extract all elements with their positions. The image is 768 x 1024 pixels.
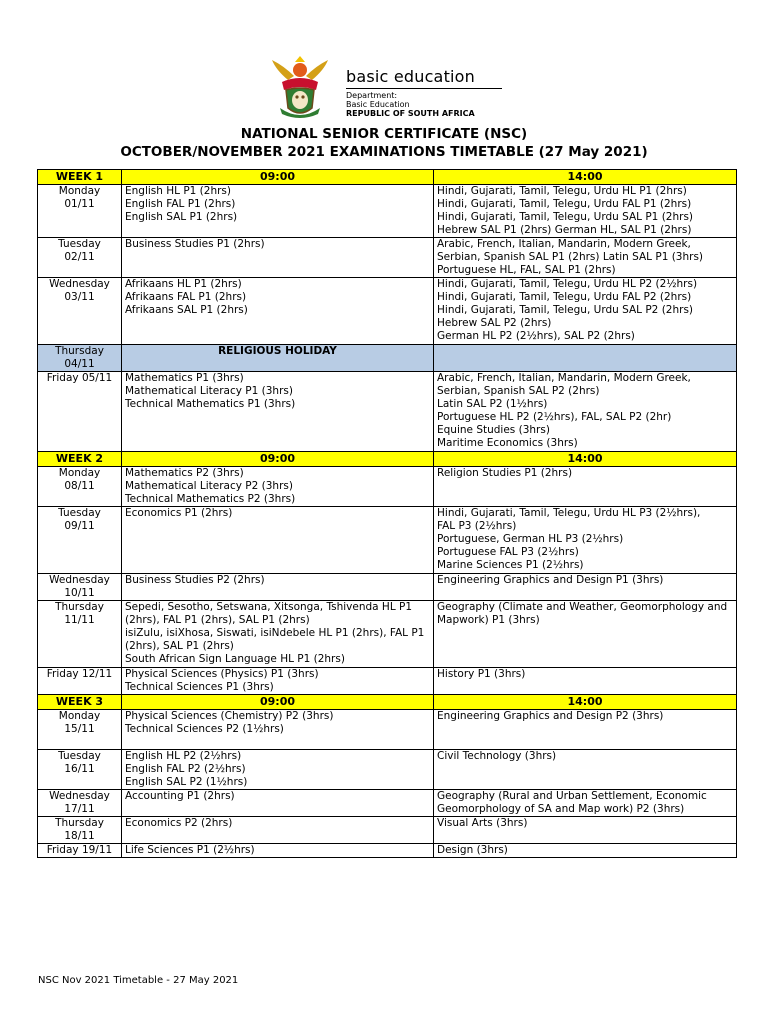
paper-entry: Physical Sciences (Chemistry) P2 (3hrs): [125, 710, 334, 722]
paper-entry: Life Sciences P1 (2½hrs): [125, 844, 255, 856]
paper-entry: Portuguese FAL P3 (2½hrs): [437, 546, 579, 558]
date-text: Friday 05/11: [46, 372, 113, 384]
paper-entry: Portuguese HL, FAL, SAL P1 (2hrs): [437, 264, 616, 276]
morning-papers: [122, 278, 434, 345]
exam-date: [38, 574, 122, 601]
date-text: 09/11: [64, 520, 95, 532]
exam-day-row: [38, 668, 737, 695]
exam-date: [38, 238, 122, 278]
paper-entry: Religion Studies P1 (2hrs): [437, 467, 573, 479]
paper-entry: English HL P2 (2½hrs): [125, 750, 242, 762]
morning-papers: [122, 668, 434, 695]
date-text: Friday 19/11: [46, 844, 113, 856]
date-text: Tuesday: [58, 750, 101, 762]
paper-entry: Civil Technology (3hrs): [437, 750, 557, 762]
afternoon-papers: [434, 601, 737, 668]
paper-entry: Portuguese HL P2 (2½hrs), FAL, SAL P2 (2hr): [437, 411, 672, 423]
morning-papers: [122, 372, 434, 452]
paper-entry: Business Studies P1 (2hrs): [125, 238, 265, 250]
date-text: Tuesday: [58, 238, 101, 250]
paper-entry: English SAL P2 (1½hrs): [125, 776, 248, 788]
holiday-row: [38, 345, 737, 372]
date-text: 08/11: [64, 480, 95, 492]
afternoon-papers: [434, 668, 737, 695]
paper-entry: Geography (Rural and Urban Settlement, Economic: [437, 790, 707, 802]
paper-entry: Physical Sciences (Physics) P1 (3hrs): [125, 668, 319, 680]
paper-entry: Afrikaans FAL P1 (2hrs): [125, 291, 247, 303]
date-text: Friday 12/11: [46, 668, 113, 680]
paper-entry: Sepedi, Sesotho, Setswana, Xitsonga, Tshivenda HL P1: [125, 601, 413, 613]
paper-entry: Serbian, Spanish SAL P2 (2hrs): [437, 385, 600, 397]
exam-day-row: [38, 710, 737, 750]
document-title: NATIONAL SENIOR CERTIFICATE (NSC): [240, 126, 528, 142]
exam-date: [38, 185, 122, 238]
morning-papers: [122, 710, 434, 750]
afternoon-papers: [434, 750, 737, 790]
paper-entry: Technical Sciences P2 (1½hrs): [125, 723, 284, 735]
exam-day-row: [38, 238, 737, 278]
date-text: Wednesday: [49, 574, 110, 586]
exam-date: [38, 844, 122, 858]
morning-papers: [122, 817, 434, 844]
morning-papers: [122, 185, 434, 238]
paper-entry: Technical Mathematics P1 (3hrs): [125, 398, 296, 410]
paper-entry: Arabic, French, Italian, Mandarin, Modern Greek,: [437, 238, 691, 250]
date-text: Wednesday: [49, 278, 110, 290]
paper-entry: Economics P1 (2hrs): [125, 507, 233, 519]
paper-entry: Hindi, Gujarati, Tamil, Telegu, Urdu HL P2 (2½hrs): [437, 278, 698, 290]
paper-entry: Hindi, Gujarati, Tamil, Telegu, Urdu HL P1 (2hrs): [437, 185, 687, 197]
paper-entry: English FAL P1 (2hrs): [125, 198, 236, 210]
date-text: 03/11: [64, 291, 95, 303]
afternoon-papers: [434, 507, 737, 574]
morning-papers: [122, 844, 434, 858]
paper-entry: Geomorphology of SA and Map work) P2 (3hrs): [437, 803, 685, 815]
date-text: 18/11: [64, 830, 95, 842]
date-text: Wednesday: [49, 790, 110, 802]
paper-entry: Mathematical Literacy P1 (3hrs): [125, 385, 293, 397]
paper-entry: (2hrs), SAL P1 (2hrs): [125, 640, 234, 652]
week-header-row: [38, 695, 737, 710]
date-text: 10/11: [64, 587, 95, 599]
exam-day-row: [38, 467, 737, 507]
paper-entry: History P1 (3hrs): [437, 668, 526, 680]
exam-date: [38, 372, 122, 452]
footer-note: NSC Nov 2021 Timetable - 27 May 2021: [38, 975, 239, 986]
paper-entry: English FAL P2 (2½hrs): [125, 763, 246, 775]
exam-date: [38, 278, 122, 345]
morning-papers: [122, 467, 434, 507]
paper-entry: South African Sign Language HL P1 (2hrs): [125, 653, 345, 665]
exam-date: [38, 467, 122, 507]
exam-day-row: [38, 507, 737, 574]
afternoon-papers: [434, 574, 737, 601]
date-text: Tuesday: [58, 507, 101, 519]
morning-papers: [122, 574, 434, 601]
afternoon-papers: [434, 467, 737, 507]
paper-entry: FAL P3 (2½hrs): [437, 520, 517, 532]
paper-entry: Mathematics P2 (3hrs): [125, 467, 244, 479]
session-am-time: 09:00: [122, 695, 434, 710]
paper-entry: Mapwork) P1 (3hrs): [437, 614, 540, 626]
paper-entry: Technical Sciences P1 (3hrs): [125, 681, 274, 693]
paper-entry: Serbian, Spanish SAL P1 (2hrs) Latin SAL P1 (3hrs): [437, 251, 704, 263]
date-text: 01/11: [64, 198, 95, 210]
exam-day-row: [38, 750, 737, 790]
paper-entry: Latin SAL P2 (1½hrs): [437, 398, 548, 410]
date-text: 15/11: [64, 723, 95, 735]
holiday-label: RELIGIOUS HOLIDAY: [122, 345, 434, 372]
exam-date: [38, 345, 122, 372]
afternoon-papers: [434, 710, 737, 750]
coat-of-arms-icon: [268, 56, 332, 120]
date-text: 11/11: [64, 614, 95, 626]
paper-entry: Hindi, Gujarati, Tamil, Telegu, Urdu FAL P2 (2hrs): [437, 291, 692, 303]
paper-entry: Economics P2 (2hrs): [125, 817, 233, 829]
week-label: WEEK 2: [38, 452, 122, 467]
paper-entry: Hindi, Gujarati, Tamil, Telegu, Urdu SAL P1 (2hrs): [437, 211, 694, 223]
brand-divider: [346, 88, 502, 89]
paper-entry: Maritime Economics (3hrs): [437, 437, 578, 449]
paper-entry: Hebrew SAL P2 (2hrs): [437, 317, 552, 329]
paper-entry: English HL P1 (2hrs): [125, 185, 231, 197]
exam-date: [38, 507, 122, 574]
paper-entry: Portuguese, German HL P3 (2½hrs): [437, 533, 624, 545]
paper-entry: Design (3hrs): [437, 844, 508, 856]
date-text: Monday: [58, 467, 101, 479]
date-text: 17/11: [64, 803, 95, 815]
paper-entry: Mathematical Literacy P2 (3hrs): [125, 480, 293, 492]
exam-day-row: [38, 278, 737, 345]
session-pm-time: 14:00: [434, 452, 737, 467]
exam-day-row: [38, 817, 737, 844]
paper-entry: Geography (Climate and Weather, Geomorphology and: [437, 601, 728, 613]
date-text: Monday: [58, 710, 101, 722]
paper-entry: isiZulu, isiXhosa, Siswati, isiNdebele HL P1 (2hrs), FAL P1: [125, 627, 425, 639]
paper-entry: English SAL P1 (2hrs): [125, 211, 238, 223]
exam-date: [38, 750, 122, 790]
paper-entry: Afrikaans SAL P1 (2hrs): [125, 304, 248, 316]
paper-entry: Hindi, Gujarati, Tamil, Telegu, Urdu FAL P1 (2hrs): [437, 198, 692, 210]
exam-day-row: [38, 574, 737, 601]
exam-date: [38, 601, 122, 668]
paper-entry: (2hrs), FAL P1 (2hrs), SAL P1 (2hrs): [125, 614, 310, 626]
afternoon-papers: [434, 844, 737, 858]
brand-block: [346, 68, 502, 118]
morning-papers: [122, 238, 434, 278]
date-text: Thursday: [55, 601, 104, 613]
paper-entry: Engineering Graphics and Design P2 (3hrs): [437, 710, 664, 722]
date-text: 04/11: [64, 358, 95, 370]
document-subtitle: OCTOBER/NOVEMBER 2021 EXAMINATIONS TIMETABLE (27 May 2021): [120, 144, 648, 160]
exam-day-row: [38, 844, 737, 858]
afternoon-papers: [434, 238, 737, 278]
holiday-pm-empty: [434, 345, 737, 372]
exam-date: [38, 790, 122, 817]
session-pm-time: 14:00: [434, 170, 737, 185]
session-am-time: 09:00: [122, 452, 434, 467]
exam-date: [38, 710, 122, 750]
paper-entry: German HL P2 (2½hrs), SAL P2 (2hrs): [437, 330, 635, 342]
date-text: 16/11: [64, 763, 95, 775]
exam-day-row: [38, 185, 737, 238]
week-header-row: [38, 452, 737, 467]
week-label: WEEK 1: [38, 170, 122, 185]
paper-entry: Engineering Graphics and Design P1 (3hrs): [437, 574, 664, 586]
paper-entry: Mathematics P1 (3hrs): [125, 372, 244, 384]
paper-entry: Equine Studies (3hrs): [437, 424, 550, 436]
paper-entry: Afrikaans HL P1 (2hrs): [125, 278, 242, 290]
afternoon-papers: [434, 185, 737, 238]
afternoon-papers: [434, 278, 737, 345]
department-label: Department:: [346, 91, 398, 100]
paper-entry: Technical Mathematics P2 (3hrs): [125, 493, 296, 505]
country-name: REPUBLIC OF SOUTH AFRICA: [346, 109, 475, 118]
morning-papers: [122, 601, 434, 668]
afternoon-papers: [434, 790, 737, 817]
paper-entry: Accounting P1 (2hrs): [125, 790, 235, 802]
paper-entry: Business Studies P2 (2hrs): [125, 574, 265, 586]
exam-day-row: [38, 601, 737, 668]
paper-entry: Arabic, French, Italian, Mandarin, Modern Greek,: [437, 372, 691, 384]
exam-timetable: [37, 169, 737, 858]
afternoon-papers: [434, 817, 737, 844]
brand-name: basic education: [346, 67, 476, 86]
session-pm-time: 14:00: [434, 695, 737, 710]
date-text: 02/11: [64, 251, 95, 263]
paper-entry: Marine Sciences P1 (2½hrs): [437, 559, 584, 571]
header: [268, 56, 508, 126]
exam-day-row: [38, 372, 737, 452]
date-text: Thursday: [55, 817, 104, 829]
date-text: Monday: [58, 185, 101, 197]
department-name: Basic Education: [346, 100, 410, 109]
morning-papers: [122, 507, 434, 574]
morning-papers: [122, 750, 434, 790]
date-text: Thursday: [55, 345, 104, 357]
afternoon-papers: [434, 372, 737, 452]
paper-entry: Hebrew SAL P1 (2hrs) German HL, SAL P1 (2hrs): [437, 224, 692, 236]
paper-entry: Hindi, Gujarati, Tamil, Telegu, Urdu SAL P2 (2hrs): [437, 304, 694, 316]
exam-date: [38, 668, 122, 695]
morning-papers: [122, 790, 434, 817]
session-am-time: 09:00: [122, 170, 434, 185]
week-header-row: [38, 170, 737, 185]
exam-date: [38, 817, 122, 844]
week-label: WEEK 3: [38, 695, 122, 710]
paper-entry: Hindi, Gujarati, Tamil, Telegu, Urdu HL P3 (2½hrs),: [437, 507, 701, 519]
paper-entry: Visual Arts (3hrs): [437, 817, 528, 829]
exam-day-row: [38, 790, 737, 817]
